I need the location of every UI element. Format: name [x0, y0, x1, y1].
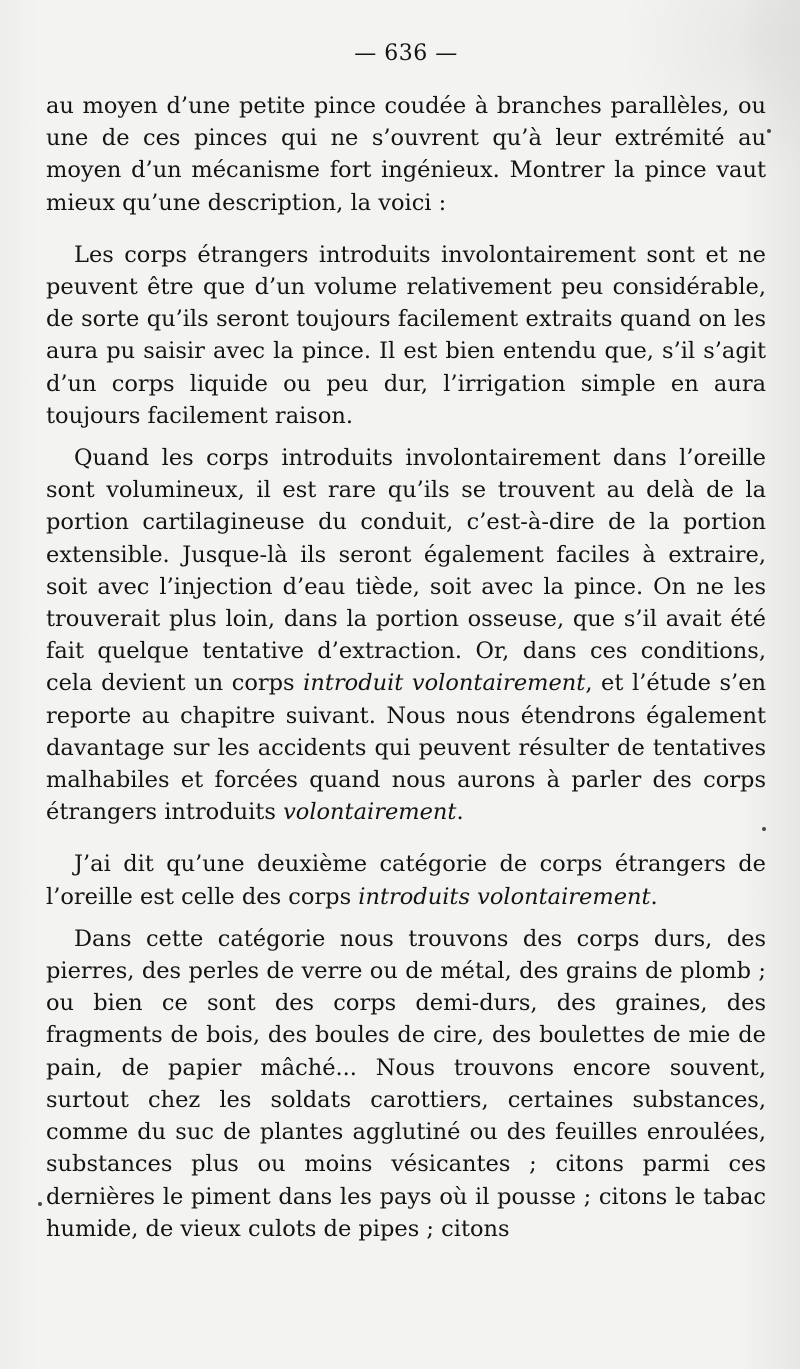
paragraph-2: Les corps étrangers introduits involontairement sont et ne peuvent être que d’un volume relativement peu considérable, de sorte qu’ils seront toujours facilement extraits quand on les aura pu saisir avec la pince. Il est bien entendu que, s’il s’agit d’un corps liquide ou peu dur, l’irrigation simple en aura toujours facilement raison. — [46, 241, 766, 429]
paragraph-gap — [46, 219, 766, 239]
print-speckle — [762, 827, 766, 831]
paragraph-5: Dans cette catégorie nous trouvons des corps durs, des pierres, des perles de verre ou de métal, des grains de plomb ; ou bien ce sont des corps demi-durs, des graines, des fragments de bois, des boules de cire, des boulettes de mie de pain, de papier mâché... Nous trouvons encore souvent, surtout chez les soldats carottiers, certaines substances, comme du suc de plantes agglutiné ou des feuilles enroulées, substances plus ou moins vésicantes ; citons parmi ces dernières le piment dans les pays où il pousse ; citons le tabac humide, de vieux culots de pipes ; citons — [46, 925, 766, 1242]
print-speckle — [767, 129, 771, 133]
paragraph-4-text-a: J’ai dit qu’une deuxième catégorie de corps étrangers de l’oreille est celle des corps — [46, 851, 766, 910]
paragraph-3-text-c: . — [456, 799, 464, 826]
paragraph-4-emphasis: introduits volontairement — [358, 883, 651, 910]
paragraph-1: au moyen d’une petite pince coudée à branches parallèles, ou une de ces pinces qui ne s’ouvrent qu’à leur extrémité au moyen d’un mécanisme fort ingénieux. Montrer la pince vaut mieux qu’une description, la voici : — [46, 93, 766, 216]
page-number: — 636 — — [354, 41, 458, 66]
paragraph-3-emphasis-a: introduit volontairement — [303, 670, 586, 697]
paragraph-gap — [46, 913, 766, 923]
paragraph-3 — [46, 442, 766, 828]
paragraph-3-text-a: Quand les corps introduits involontairement dans l’oreille sont volumineux, il est rare qu’ils se trouvent au delà de la portion cartilagineuse du conduit, c’est-à-dire de la portion extensible. Jusque-là ils seront également faciles à extraire, soit avec l’injection d’eau tiède, soit avec la pince. On ne les trouverait plus loin, dans la portion osseuse, que s’il avait été fait quelque tentative d’extraction. Or, dans ces conditions, cela devient un corps — [46, 445, 766, 697]
paragraph-3-text-b: , et l’étude s’en reporte au chapitre suivant. Nous nous étendrons également davantage sur les accidents qui peuvent résulter de tentatives malhabiles et forcées quand nous aurons à parler des corps étrangers introduits — [46, 670, 767, 826]
print-speckle — [38, 1202, 42, 1206]
paragraph-3-emphasis-b: volontairement — [283, 799, 457, 826]
paragraph-4-text-b: . — [650, 883, 658, 910]
paragraph-gap — [46, 828, 766, 848]
paragraph-4 — [46, 848, 766, 912]
paragraph-gap — [46, 432, 766, 442]
